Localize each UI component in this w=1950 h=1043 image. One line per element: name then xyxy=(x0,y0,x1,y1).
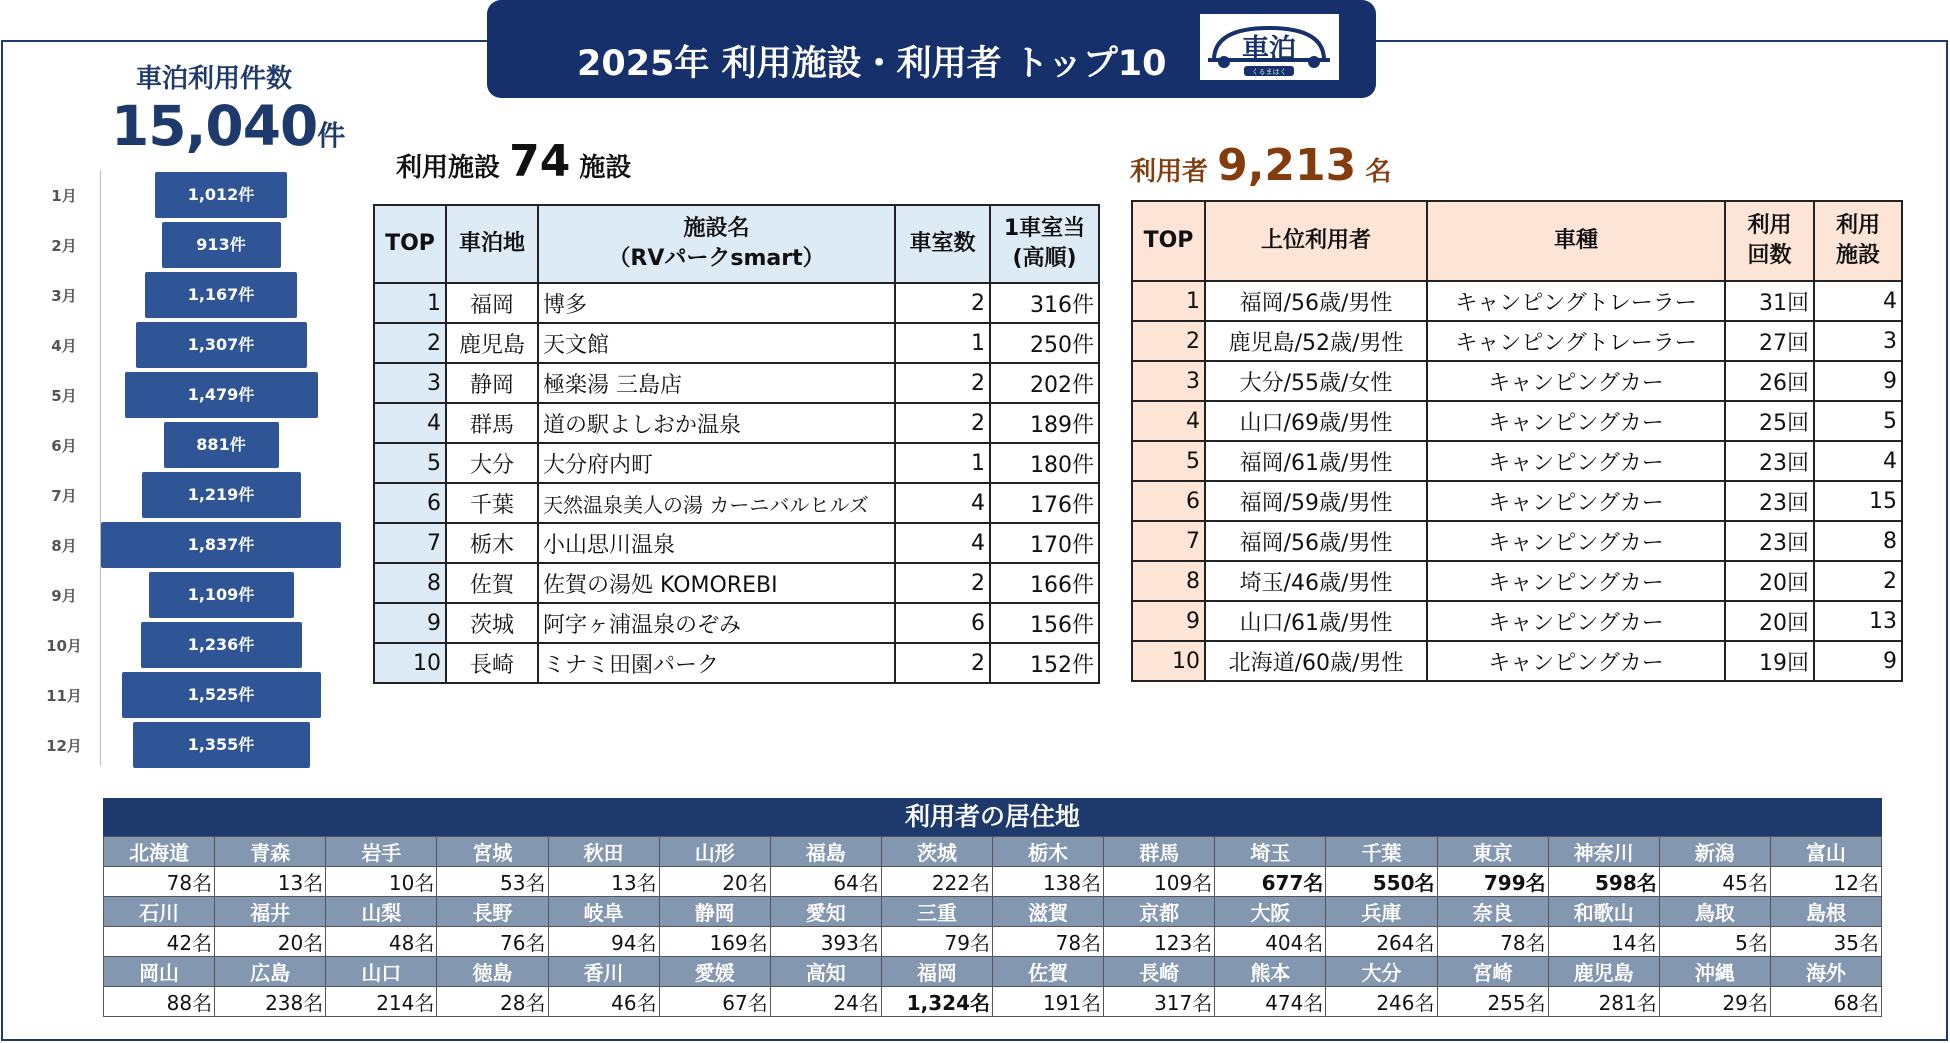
per-room-cell: 170件 xyxy=(990,523,1099,563)
col-header-vehicle: 車種 xyxy=(1427,201,1725,281)
prefecture-count: 474名 xyxy=(1215,987,1326,1017)
prefecture-count: 123名 xyxy=(1104,927,1215,957)
prefecture-count: 169名 xyxy=(659,927,770,957)
facility-name-cell: 天文館 xyxy=(538,323,895,363)
prefecture-name: 大分 xyxy=(1326,957,1437,987)
prefecture-name: 青森 xyxy=(215,837,326,867)
rank-cell: 1 xyxy=(1132,281,1205,321)
prefecture-name: 愛媛 xyxy=(659,957,770,987)
prefecture-name: 沖縄 xyxy=(1659,957,1770,987)
rank-cell: 2 xyxy=(374,323,446,363)
user-row xyxy=(1132,361,1902,401)
top-facilities-table xyxy=(373,204,1100,684)
prefecture-count: 138名 xyxy=(993,867,1104,897)
user-cell: 大分/55歳/女性 xyxy=(1205,361,1427,401)
rank-cell: 7 xyxy=(1132,521,1205,561)
facilities-used-cell: 15 xyxy=(1814,481,1902,521)
prefecture-name: 和歌山 xyxy=(1548,897,1659,927)
times-cell: 26回 xyxy=(1725,361,1814,401)
bar-value-label: 881件 xyxy=(196,435,246,454)
vehicle-cell: キャンピングトレーラー xyxy=(1427,321,1725,361)
facility-name-cell: 佐賀の湯処 KOMOREBI xyxy=(538,563,895,603)
vehicle-cell: キャンピングカー xyxy=(1427,441,1725,481)
prefecture-count: 550名 xyxy=(1326,867,1437,897)
monthly-chart-axis xyxy=(100,170,101,766)
vehicle-cell: キャンピングカー xyxy=(1427,481,1725,521)
prefecture-name: 新潟 xyxy=(1659,837,1770,867)
rooms-cell: 1 xyxy=(895,443,990,483)
place-cell: 栃木 xyxy=(446,523,538,563)
prefecture-name: 福岡 xyxy=(881,957,992,987)
times-cell: 20回 xyxy=(1725,601,1814,641)
month-label: 12月 xyxy=(46,737,82,755)
rooms-cell: 2 xyxy=(895,363,990,403)
vehicle-cell: キャンピングトレーラー xyxy=(1427,281,1725,321)
rooms-cell: 2 xyxy=(895,283,990,323)
bar-value-label: 1,479件 xyxy=(187,385,255,404)
user-row xyxy=(1132,401,1902,441)
prefecture-name: 富山 xyxy=(1770,837,1881,867)
prefecture-name: 滋賀 xyxy=(993,897,1104,927)
prefecture-count: 677名 xyxy=(1215,867,1326,897)
prefecture-name: 秋田 xyxy=(548,837,659,867)
users-count: 9,213 xyxy=(1217,140,1357,191)
user-cell: 埼玉/46歳/男性 xyxy=(1205,561,1427,601)
times-cell: 20回 xyxy=(1725,561,1814,601)
count-row xyxy=(104,987,1882,1017)
vehicle-cell: キャンピングカー xyxy=(1427,361,1725,401)
facilities-used-cell: 9 xyxy=(1814,361,1902,401)
rank-cell: 10 xyxy=(374,643,446,683)
facility-row xyxy=(374,403,1099,443)
facility-row xyxy=(374,443,1099,483)
prefecture-count: 222名 xyxy=(881,867,992,897)
rooms-cell: 4 xyxy=(895,523,990,563)
prefecture-count: 76名 xyxy=(437,927,548,957)
times-cell: 23回 xyxy=(1725,441,1814,481)
facility-row xyxy=(374,363,1099,403)
month-label: 11月 xyxy=(46,687,82,705)
place-cell: 大分 xyxy=(446,443,538,483)
user-row xyxy=(1132,321,1902,361)
prefecture-name: 福井 xyxy=(215,897,326,927)
col-header-place: 車泊地 xyxy=(446,205,538,283)
prefecture-name: 岐阜 xyxy=(548,897,659,927)
prefecture-name: 兵庫 xyxy=(1326,897,1437,927)
prefecture-count: 64名 xyxy=(770,867,881,897)
rank-cell: 9 xyxy=(1132,601,1205,641)
prefecture-count: 10名 xyxy=(326,867,437,897)
prefecture-name: 高知 xyxy=(770,957,881,987)
place-cell: 千葉 xyxy=(446,483,538,523)
rank-cell: 6 xyxy=(1132,481,1205,521)
prefecture-count: 799名 xyxy=(1437,867,1548,897)
prefecture-count: 214名 xyxy=(326,987,437,1017)
rank-cell: 10 xyxy=(1132,641,1205,681)
facility-name-cell: 博多 xyxy=(538,283,895,323)
prefecture-name: 愛知 xyxy=(770,897,881,927)
per-room-cell: 189件 xyxy=(990,403,1099,443)
facility-name-cell: 極楽湯 三島店 xyxy=(538,363,895,403)
prefecture-name: 大阪 xyxy=(1215,897,1326,927)
prefecture-count: 88名 xyxy=(104,987,215,1017)
total-bookings-unit: 件 xyxy=(317,119,345,152)
rank-cell: 4 xyxy=(1132,401,1205,441)
prefecture-count: 246名 xyxy=(1326,987,1437,1017)
rank-cell: 5 xyxy=(374,443,446,483)
prefecture-name: 長野 xyxy=(437,897,548,927)
total-bookings-number: 15,040 xyxy=(111,94,318,158)
per-room-cell: 176件 xyxy=(990,483,1099,523)
col-header-rooms: 車室数 xyxy=(895,205,990,283)
user-row xyxy=(1132,601,1902,641)
prefecture-name: 山口 xyxy=(326,957,437,987)
times-cell: 31回 xyxy=(1725,281,1814,321)
month-label: 9月 xyxy=(51,587,77,605)
residence-table xyxy=(103,836,1882,1017)
facility-name-cell: 天然温泉美人の湯 カーニバルヒルズ xyxy=(538,483,895,523)
times-cell: 25回 xyxy=(1725,401,1814,441)
vehicle-cell: キャンピングカー xyxy=(1427,601,1725,641)
prefecture-count: 94名 xyxy=(548,927,659,957)
prefecture-count: 255名 xyxy=(1437,987,1548,1017)
rank-cell: 3 xyxy=(374,363,446,403)
prefecture-name: 静岡 xyxy=(659,897,770,927)
place-cell: 鹿児島 xyxy=(446,323,538,363)
bar-value-label: 1,355件 xyxy=(187,735,255,754)
prefecture-name: 岩手 xyxy=(326,837,437,867)
col-header-user: 上位利用者 xyxy=(1205,201,1427,281)
prefecture-row xyxy=(104,837,1882,867)
bar-value-label: 913件 xyxy=(196,235,246,254)
facility-name-cell: 大分府内町 xyxy=(538,443,895,483)
kurumahaku-logo xyxy=(1200,14,1339,80)
prefecture-name: 三重 xyxy=(881,897,992,927)
bar-value-label: 1,109件 xyxy=(187,585,255,604)
vehicle-cell: キャンピングカー xyxy=(1427,561,1725,601)
prefecture-count: 404名 xyxy=(1215,927,1326,957)
place-cell: 群馬 xyxy=(446,403,538,443)
residence-title: 利用者の居住地 xyxy=(103,798,1882,836)
facility-name-cell: 道の駅よしおか温泉 xyxy=(538,403,895,443)
top-users-table xyxy=(1131,200,1903,682)
prefecture-name: 海外 xyxy=(1770,957,1881,987)
rank-cell: 9 xyxy=(374,603,446,643)
count-row xyxy=(104,927,1882,957)
logo-subtext: くるまはく xyxy=(1251,68,1287,76)
rooms-cell: 1 xyxy=(895,323,990,363)
facility-row xyxy=(374,283,1099,323)
user-cell: 福岡/56歳/男性 xyxy=(1205,281,1427,321)
rank-cell: 3 xyxy=(1132,361,1205,401)
facilities-heading xyxy=(396,136,631,187)
user-cell: 鹿児島/52歳/男性 xyxy=(1205,321,1427,361)
month-label: 6月 xyxy=(51,437,77,455)
prefecture-count: 28名 xyxy=(437,987,548,1017)
prefecture-name: 香川 xyxy=(548,957,659,987)
prefecture-count: 79名 xyxy=(881,927,992,957)
prefecture-count: 48名 xyxy=(326,927,437,957)
bar-value-label: 1,219件 xyxy=(187,485,255,504)
prefecture-count: 12名 xyxy=(1770,867,1881,897)
facility-row xyxy=(374,563,1099,603)
col-header-facility: 施設名 （RVパークsmart） xyxy=(538,205,895,283)
page-title: 2025年 利用施設・利用者 トップ10 xyxy=(577,44,1167,84)
prefecture-name: 広島 xyxy=(215,957,326,987)
month-label: 4月 xyxy=(51,337,77,355)
bar-value-label: 1,012件 xyxy=(187,185,255,204)
prefecture-name: 岡山 xyxy=(104,957,215,987)
prefecture-count: 598名 xyxy=(1548,867,1659,897)
place-cell: 佐賀 xyxy=(446,563,538,603)
prefecture-name: 京都 xyxy=(1104,897,1215,927)
prefecture-count: 281名 xyxy=(1548,987,1659,1017)
prefecture-count: 191名 xyxy=(993,987,1104,1017)
prefecture-name: 島根 xyxy=(1770,897,1881,927)
facility-name-cell: ミナミ田園パーク xyxy=(538,643,895,683)
prefecture-count: 53名 xyxy=(437,867,548,897)
prefecture-count: 35名 xyxy=(1770,927,1881,957)
user-cell: 福岡/61歳/男性 xyxy=(1205,441,1427,481)
month-label: 2月 xyxy=(51,237,77,255)
prefecture-name: 鳥取 xyxy=(1659,897,1770,927)
vehicle-cell: キャンピングカー xyxy=(1427,641,1725,681)
per-room-cell: 180件 xyxy=(990,443,1099,483)
prefecture-row xyxy=(104,897,1882,927)
rank-cell: 6 xyxy=(374,483,446,523)
rank-cell: 2 xyxy=(1132,321,1205,361)
prefecture-count: 78名 xyxy=(1437,927,1548,957)
title-banner xyxy=(487,0,1376,98)
total-bookings-value xyxy=(111,94,344,158)
col-header-top: TOP xyxy=(374,205,446,283)
prefecture-count: 24名 xyxy=(770,987,881,1017)
facility-name-cell: 小山思川温泉 xyxy=(538,523,895,563)
rooms-cell: 2 xyxy=(895,643,990,683)
rank-cell: 5 xyxy=(1132,441,1205,481)
users-header-row xyxy=(1132,201,1902,281)
facilities-used-cell: 8 xyxy=(1814,521,1902,561)
user-row xyxy=(1132,521,1902,561)
place-cell: 福岡 xyxy=(446,283,538,323)
prefecture-name: 福島 xyxy=(770,837,881,867)
per-room-cell: 152件 xyxy=(990,643,1099,683)
rank-cell: 1 xyxy=(374,283,446,323)
facility-row xyxy=(374,483,1099,523)
prefecture-count: 13名 xyxy=(215,867,326,897)
prefecture-name: 熊本 xyxy=(1215,957,1326,987)
facility-row xyxy=(374,523,1099,563)
rooms-cell: 2 xyxy=(895,403,990,443)
prefecture-count: 78名 xyxy=(104,867,215,897)
facilities-heading-unit: 施設 xyxy=(579,153,632,183)
prefecture-name: 群馬 xyxy=(1104,837,1215,867)
prefecture-row xyxy=(104,957,1882,987)
times-cell: 23回 xyxy=(1725,521,1814,561)
prefecture-name: 山梨 xyxy=(326,897,437,927)
month-label: 1月 xyxy=(51,187,77,205)
facility-name-cell: 阿字ヶ浦温泉のぞみ xyxy=(538,603,895,643)
prefecture-count: 393名 xyxy=(770,927,881,957)
month-label: 5月 xyxy=(51,387,77,405)
prefecture-name: 石川 xyxy=(104,897,215,927)
prefecture-count: 264名 xyxy=(1326,927,1437,957)
month-label: 10月 xyxy=(46,637,82,655)
facilities-used-cell: 3 xyxy=(1814,321,1902,361)
prefecture-name: 北海道 xyxy=(104,837,215,867)
user-row xyxy=(1132,281,1902,321)
prefecture-name: 山形 xyxy=(659,837,770,867)
prefecture-name: 埼玉 xyxy=(1215,837,1326,867)
col-header-facilities-used: 利用 施設 xyxy=(1814,201,1902,281)
facilities-heading-label: 利用施設 xyxy=(396,153,501,183)
prefecture-name: 東京 xyxy=(1437,837,1548,867)
bar-value-label: 1,167件 xyxy=(187,285,255,304)
per-room-cell: 166件 xyxy=(990,563,1099,603)
prefecture-count: 68名 xyxy=(1770,987,1881,1017)
per-room-cell: 156件 xyxy=(990,603,1099,643)
prefecture-name: 神奈川 xyxy=(1548,837,1659,867)
prefecture-count: 45名 xyxy=(1659,867,1770,897)
rooms-cell: 4 xyxy=(895,483,990,523)
facilities-used-cell: 2 xyxy=(1814,561,1902,601)
prefecture-name: 奈良 xyxy=(1437,897,1548,927)
place-cell: 静岡 xyxy=(446,363,538,403)
place-cell: 長崎 xyxy=(446,643,538,683)
facilities-count: 74 xyxy=(509,136,571,187)
prefecture-count: 238名 xyxy=(215,987,326,1017)
per-room-cell: 316件 xyxy=(990,283,1099,323)
times-cell: 23回 xyxy=(1725,481,1814,521)
prefecture-name: 鹿児島 xyxy=(1548,957,1659,987)
month-label: 8月 xyxy=(51,537,77,555)
residence-section xyxy=(103,798,1882,1017)
users-heading-label: 利用者 xyxy=(1130,157,1209,187)
facilities-header-row xyxy=(374,205,1099,283)
facility-row xyxy=(374,643,1099,683)
month-label: 7月 xyxy=(51,487,77,505)
times-cell: 19回 xyxy=(1725,641,1814,681)
user-row xyxy=(1132,441,1902,481)
bar-value-label: 1,236件 xyxy=(187,635,255,654)
facilities-used-cell: 9 xyxy=(1814,641,1902,681)
facilities-used-cell: 5 xyxy=(1814,401,1902,441)
prefecture-count: 20名 xyxy=(215,927,326,957)
prefecture-count: 46名 xyxy=(548,987,659,1017)
logo-text: 車泊 xyxy=(1242,34,1296,65)
prefecture-count: 67名 xyxy=(659,987,770,1017)
per-room-cell: 202件 xyxy=(990,363,1099,403)
rank-cell: 7 xyxy=(374,523,446,563)
prefecture-name: 茨城 xyxy=(881,837,992,867)
total-bookings-label: 車泊利用件数 xyxy=(136,64,293,94)
prefecture-name: 佐賀 xyxy=(993,957,1104,987)
facilities-used-cell: 4 xyxy=(1814,441,1902,481)
per-room-cell: 250件 xyxy=(990,323,1099,363)
prefecture-name: 栃木 xyxy=(993,837,1104,867)
prefecture-count: 42名 xyxy=(104,927,215,957)
rank-cell: 8 xyxy=(1132,561,1205,601)
col-header-times: 利用 回数 xyxy=(1725,201,1814,281)
prefecture-count: 29名 xyxy=(1659,987,1770,1017)
prefecture-name: 千葉 xyxy=(1326,837,1437,867)
prefecture-count: 5名 xyxy=(1659,927,1770,957)
users-heading xyxy=(1130,140,1391,191)
vehicle-cell: キャンピングカー xyxy=(1427,521,1725,561)
prefecture-count: 317名 xyxy=(1104,987,1215,1017)
bar-value-label: 1,525件 xyxy=(187,685,255,704)
bar-value-label: 1,837件 xyxy=(187,535,255,554)
user-cell: 福岡/59歳/男性 xyxy=(1205,481,1427,521)
prefecture-count: 13名 xyxy=(548,867,659,897)
facilities-used-cell: 4 xyxy=(1814,281,1902,321)
prefecture-name: 宮城 xyxy=(437,837,548,867)
rank-cell: 8 xyxy=(374,563,446,603)
rooms-cell: 6 xyxy=(895,603,990,643)
facility-row xyxy=(374,603,1099,643)
user-cell: 福岡/56歳/男性 xyxy=(1205,521,1427,561)
vehicle-cell: キャンピングカー xyxy=(1427,401,1725,441)
rank-cell: 4 xyxy=(374,403,446,443)
times-cell: 27回 xyxy=(1725,321,1814,361)
prefecture-name: 宮崎 xyxy=(1437,957,1548,987)
prefecture-count: 14名 xyxy=(1548,927,1659,957)
user-cell: 山口/61歳/男性 xyxy=(1205,601,1427,641)
user-cell: 北海道/60歳/男性 xyxy=(1205,641,1427,681)
user-row xyxy=(1132,641,1902,681)
facility-row xyxy=(374,323,1099,363)
user-row xyxy=(1132,481,1902,521)
month-label: 3月 xyxy=(51,287,77,305)
prefecture-count: 109名 xyxy=(1104,867,1215,897)
col-header-per-room: 1車室当 (高順) xyxy=(990,205,1099,283)
prefecture-name: 長崎 xyxy=(1104,957,1215,987)
bar-value-label: 1,307件 xyxy=(187,335,255,354)
prefecture-name: 徳島 xyxy=(437,957,548,987)
user-row xyxy=(1132,561,1902,601)
count-row xyxy=(104,867,1882,897)
facilities-used-cell: 13 xyxy=(1814,601,1902,641)
prefecture-count: 78名 xyxy=(993,927,1104,957)
place-cell: 茨城 xyxy=(446,603,538,643)
rooms-cell: 2 xyxy=(895,563,990,603)
prefecture-count: 20名 xyxy=(659,867,770,897)
prefecture-count: 1,324名 xyxy=(881,987,992,1017)
col-header-top: TOP xyxy=(1132,201,1205,281)
user-cell: 山口/69歳/男性 xyxy=(1205,401,1427,441)
users-heading-unit: 名 xyxy=(1365,157,1392,187)
